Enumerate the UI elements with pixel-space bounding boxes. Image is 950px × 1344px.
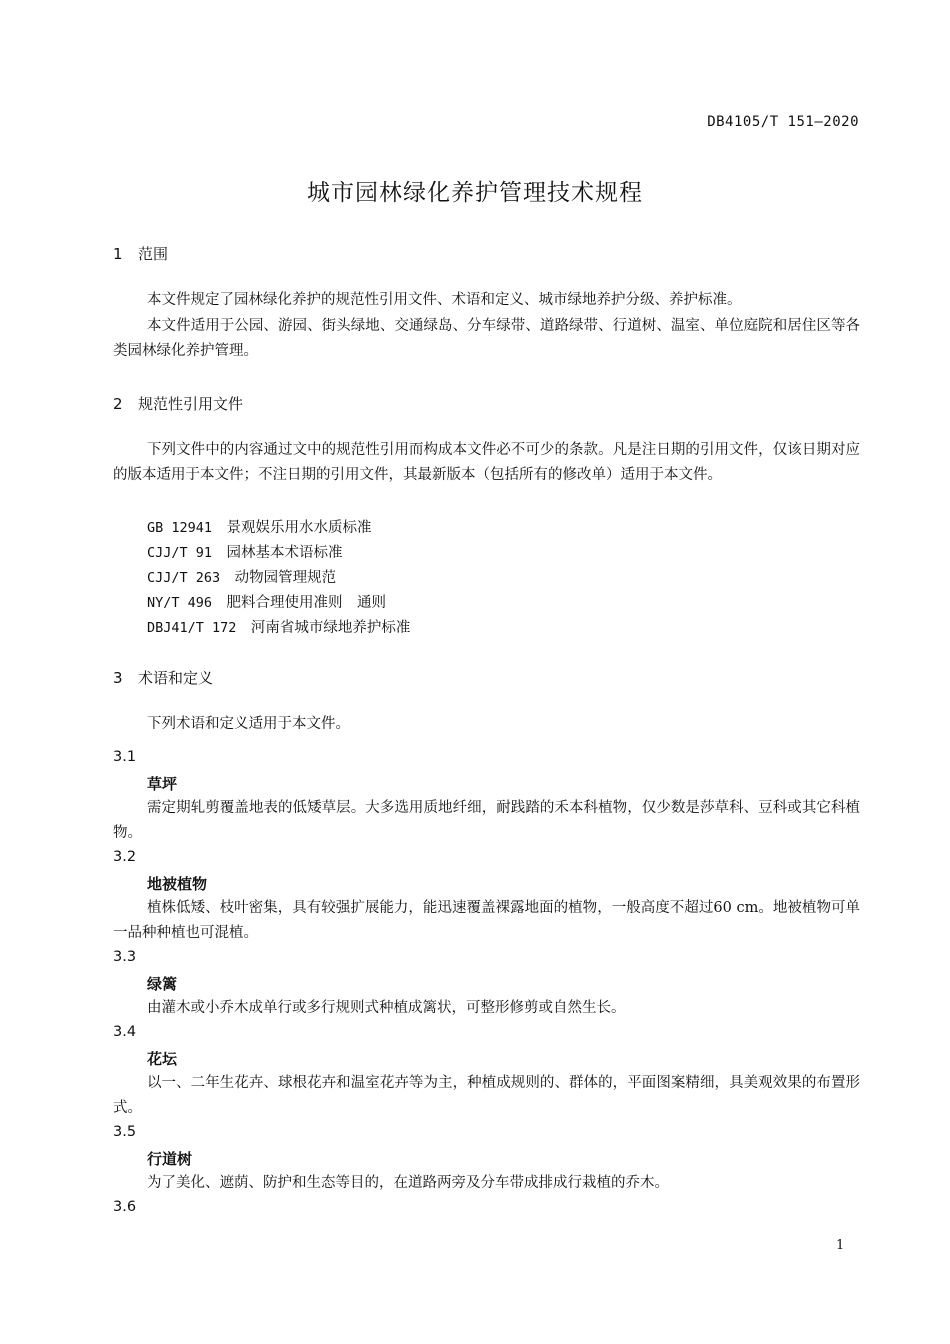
section-title: 规范性引用文件 [138, 395, 244, 413]
reference-code: CJJ/T 263 [147, 570, 221, 586]
term-number: 3.2 [113, 849, 137, 865]
term-definition: 植株低矮、枝叶密集，具有较强扩展能力，能迅速覆盖裸露地面的植物，一般高度不超过60 cm。地被植物可单一品种种植也可混植。 [113, 900, 860, 941]
reference-name: 河南省城市绿地养护标准 [250, 620, 411, 636]
reference-item [147, 616, 410, 637]
term-name: 绿篱 [147, 975, 178, 993]
term-name: 花坛 [147, 1050, 178, 1068]
section-number: 2 [113, 395, 123, 413]
term-number: 3.1 [113, 749, 137, 765]
section-number: 3 [113, 669, 123, 687]
paragraph: 下列术语和定义适用于本文件。 [147, 716, 350, 732]
term-name: 地被植物 [147, 875, 208, 893]
section-title: 术语和定义 [138, 669, 214, 687]
paragraph: 下列文件中的内容通过文中的规范性引用而构成本文件必不可少的条款。凡是注日期的引用文件，仅该日期对应的版本适用于本文件；不注日期的引用文件，其最新版本（包括所有的修改单）适用于本文件。 [113, 442, 860, 483]
reference-item [147, 541, 343, 562]
document-code: DB4105/T 151—2020 [707, 114, 859, 130]
term-name: 行道树 [147, 1150, 193, 1168]
reference-code: CJJ/T 91 [147, 545, 213, 561]
reference-item [147, 566, 336, 587]
reference-item [147, 591, 386, 612]
document-title: 城市园林绿化养护管理技术规程 [307, 180, 643, 206]
term-definition: 为了美化、遮荫、防护和生态等目的，在道路两旁及分车带成排成行栽植的乔木。 [147, 1175, 669, 1191]
reference-name: 景观娱乐用水水质标准 [226, 520, 372, 536]
reference-name: 园林基本术语标准 [226, 545, 343, 561]
reference-code: DBJ41/T 172 [147, 620, 237, 636]
term-number: 3.4 [113, 1024, 137, 1040]
page-number: 1 [836, 1238, 845, 1253]
reference-code: GB 12941 [147, 520, 213, 536]
section-number: 1 [113, 245, 123, 263]
term-number: 3.3 [113, 949, 137, 965]
term-definition: 由灌木或小乔木成单行或多行规则式种植成篱状，可整形修剪或自然生长。 [147, 1000, 626, 1016]
term-definition: 以一、二年生花卉、球根花卉和温室花卉等为主，种植成规则的、群体的，平面图案精细，具美观效果的布置形式。 [113, 1075, 860, 1116]
reference-name: 肥料合理使用准则 通则 [226, 595, 387, 611]
paragraph: 本文件适用于公园、游园、街头绿地、交通绿岛、分车绿带、道路绿带、行道树、温室、单位庭院和居住区等各类园林绿化养护管理。 [113, 318, 860, 359]
paragraph: 本文件规定了园林绿化养护的规范性引用文件、术语和定义、城市绿地养护分级、养护标准。 [147, 292, 742, 308]
term-number: 3.6 [113, 1199, 137, 1215]
section-3-heading [113, 667, 213, 688]
section-2-heading [113, 393, 243, 414]
term-name: 草坪 [147, 775, 178, 793]
reference-item [147, 516, 372, 537]
term-definition: 需定期轧剪覆盖地表的低矮草层。大多选用质地纤细，耐践踏的禾本科植物，仅少数是莎草科、豆科或其它科植物。 [113, 800, 860, 841]
section-1-heading [113, 243, 168, 264]
section-title: 范围 [138, 245, 169, 263]
reference-code: NY/T 496 [147, 595, 213, 611]
reference-name: 动物园管理规范 [234, 570, 337, 586]
term-number: 3.5 [113, 1124, 137, 1140]
